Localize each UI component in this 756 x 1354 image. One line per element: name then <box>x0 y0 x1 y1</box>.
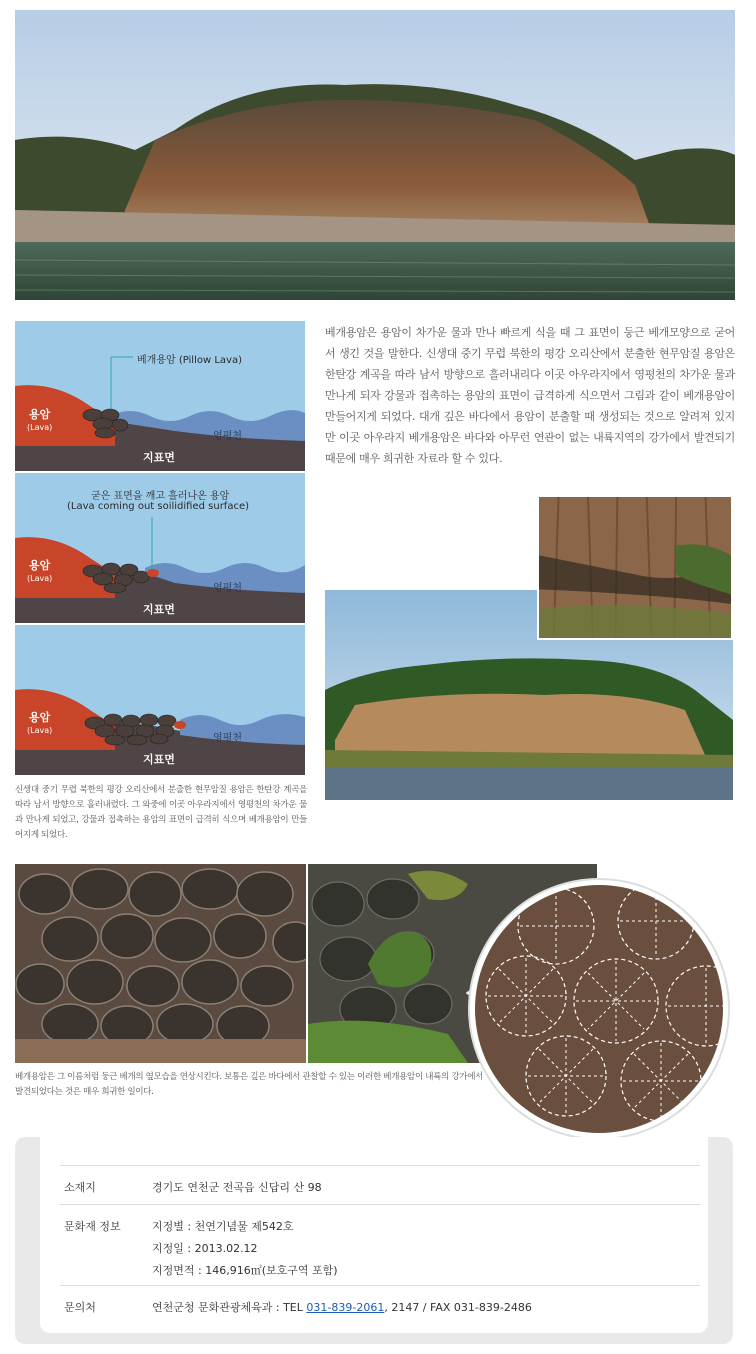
description-text: 베개용암은 용암이 차가운 물과 만나 빠르게 식을 때 그 표면이 둥근 베개모양으로 굳어서 생긴 것을 말한다. 신생대 중기 무렵 북한의 평강 오리산에서 분출한 현무암질 용암은 한탄강 계곡을 따라 남서 방향으로 흘러내리다 이곳 아우라지에서 영평천의 차가운 물과 만나게 되자 강물과 접촉하는 용암의 표면이 급격하게 식으면서 그림과 같이 베개용암이 만들어지게 되었다. 대개 깊은 바다에서 용암이 분출할 때 생성되는 것으로 알려져 있지만 이곳 아우라지 베개용암은 바다와 아무런 연관이 없는 내륙지역의 강가에서 발견되기 때문에 매우 희귀한 자료라 할 수 있다. <box>325 326 735 465</box>
ground-label: 지표면 <box>143 753 175 766</box>
location-label: 소재지 <box>64 1181 96 1194</box>
callout-label-en: (Lava coming out soilidified surface) <box>67 501 250 512</box>
ground-label: 지표면 <box>143 451 175 464</box>
info-row-heritage <box>60 1204 700 1285</box>
lava-label-ko: 용암 <box>28 408 51 421</box>
contact-prefix: 연천군청 문화관광체육과 : TEL <box>152 1301 307 1314</box>
cliff-detail-photo <box>537 495 733 640</box>
contact-label: 문의처 <box>64 1301 96 1314</box>
hero-photo <box>15 10 735 300</box>
pillow-lava-illustration <box>466 876 732 1142</box>
lava-label <box>27 711 52 737</box>
contact-value <box>152 1299 532 1315</box>
ground-label: 지표면 <box>143 603 175 616</box>
phone-link[interactable]: 031-839-2061 <box>306 1301 385 1314</box>
heritage-date: 지정일 : 2013.02.12 <box>152 1242 258 1255</box>
info-row-contact <box>60 1285 700 1326</box>
callout-label: 베개용암 (Pillow Lava) <box>137 355 242 366</box>
info-row-location <box>60 1165 700 1204</box>
heritage-area: 지정면적 : 146,916㎡(보호구역 포함) <box>152 1264 338 1277</box>
location-value: 경기도 연천군 전곡읍 신답리 산 98 <box>152 1181 322 1194</box>
lava-label-en: (Lava) <box>27 726 53 735</box>
pillow-lava-diagram-3 <box>15 625 305 775</box>
lava-label-ko: 용암 <box>28 559 51 572</box>
pillow-lava-diagram-1 <box>15 321 305 471</box>
diagram-caption: 신생대 중기 무렵 북한의 평강 오리산에서 분출한 현무암질 용암은 한탄강 계곡을 따라 남서 방향으로 흘러내렸다. 그 와중에 이곳 아우라지에서 영평천의 차가운 물과 만나게 되었고, 강물과 접촉하는 용암의 표면이 급격히 식으며 베개용암이 만들어지게 되었다. <box>15 785 307 840</box>
pillow-lava-diagram-2 <box>15 473 305 623</box>
heritage-designation: 지정별 : 천연기념물 제542호 <box>152 1220 294 1233</box>
river-label: 영평천 <box>213 733 242 744</box>
heritage-label: 문화재 정보 <box>64 1220 121 1233</box>
info-panel <box>15 1137 733 1344</box>
lava-label <box>27 559 52 585</box>
lava-label-en: (Lava) <box>27 574 53 583</box>
info-table <box>40 1137 708 1333</box>
lava-label <box>27 408 52 434</box>
contact-suffix: , 2147 / FAX 031-839-2486 <box>384 1301 532 1314</box>
river-label: 영평천 <box>213 431 242 442</box>
lava-label-en: (Lava) <box>27 423 53 432</box>
pillow-lava-photo-1 <box>15 864 306 1063</box>
rock-caption: 베개용암은 그 이름처럼 둥근 베개의 옆모습을 연상시킨다. 보통은 깊은 바다에서 관찰할 수 있는 이러한 베개용암이 내륙의 강가에서 발견되었다는 것은 매우 희귀한 일이다. <box>15 1072 484 1097</box>
river-label: 영평천 <box>213 583 242 594</box>
lava-label-ko: 용암 <box>28 711 51 724</box>
callout-label: 굳은 표면을 깨고 흘러나온 용암 <box>91 491 230 502</box>
